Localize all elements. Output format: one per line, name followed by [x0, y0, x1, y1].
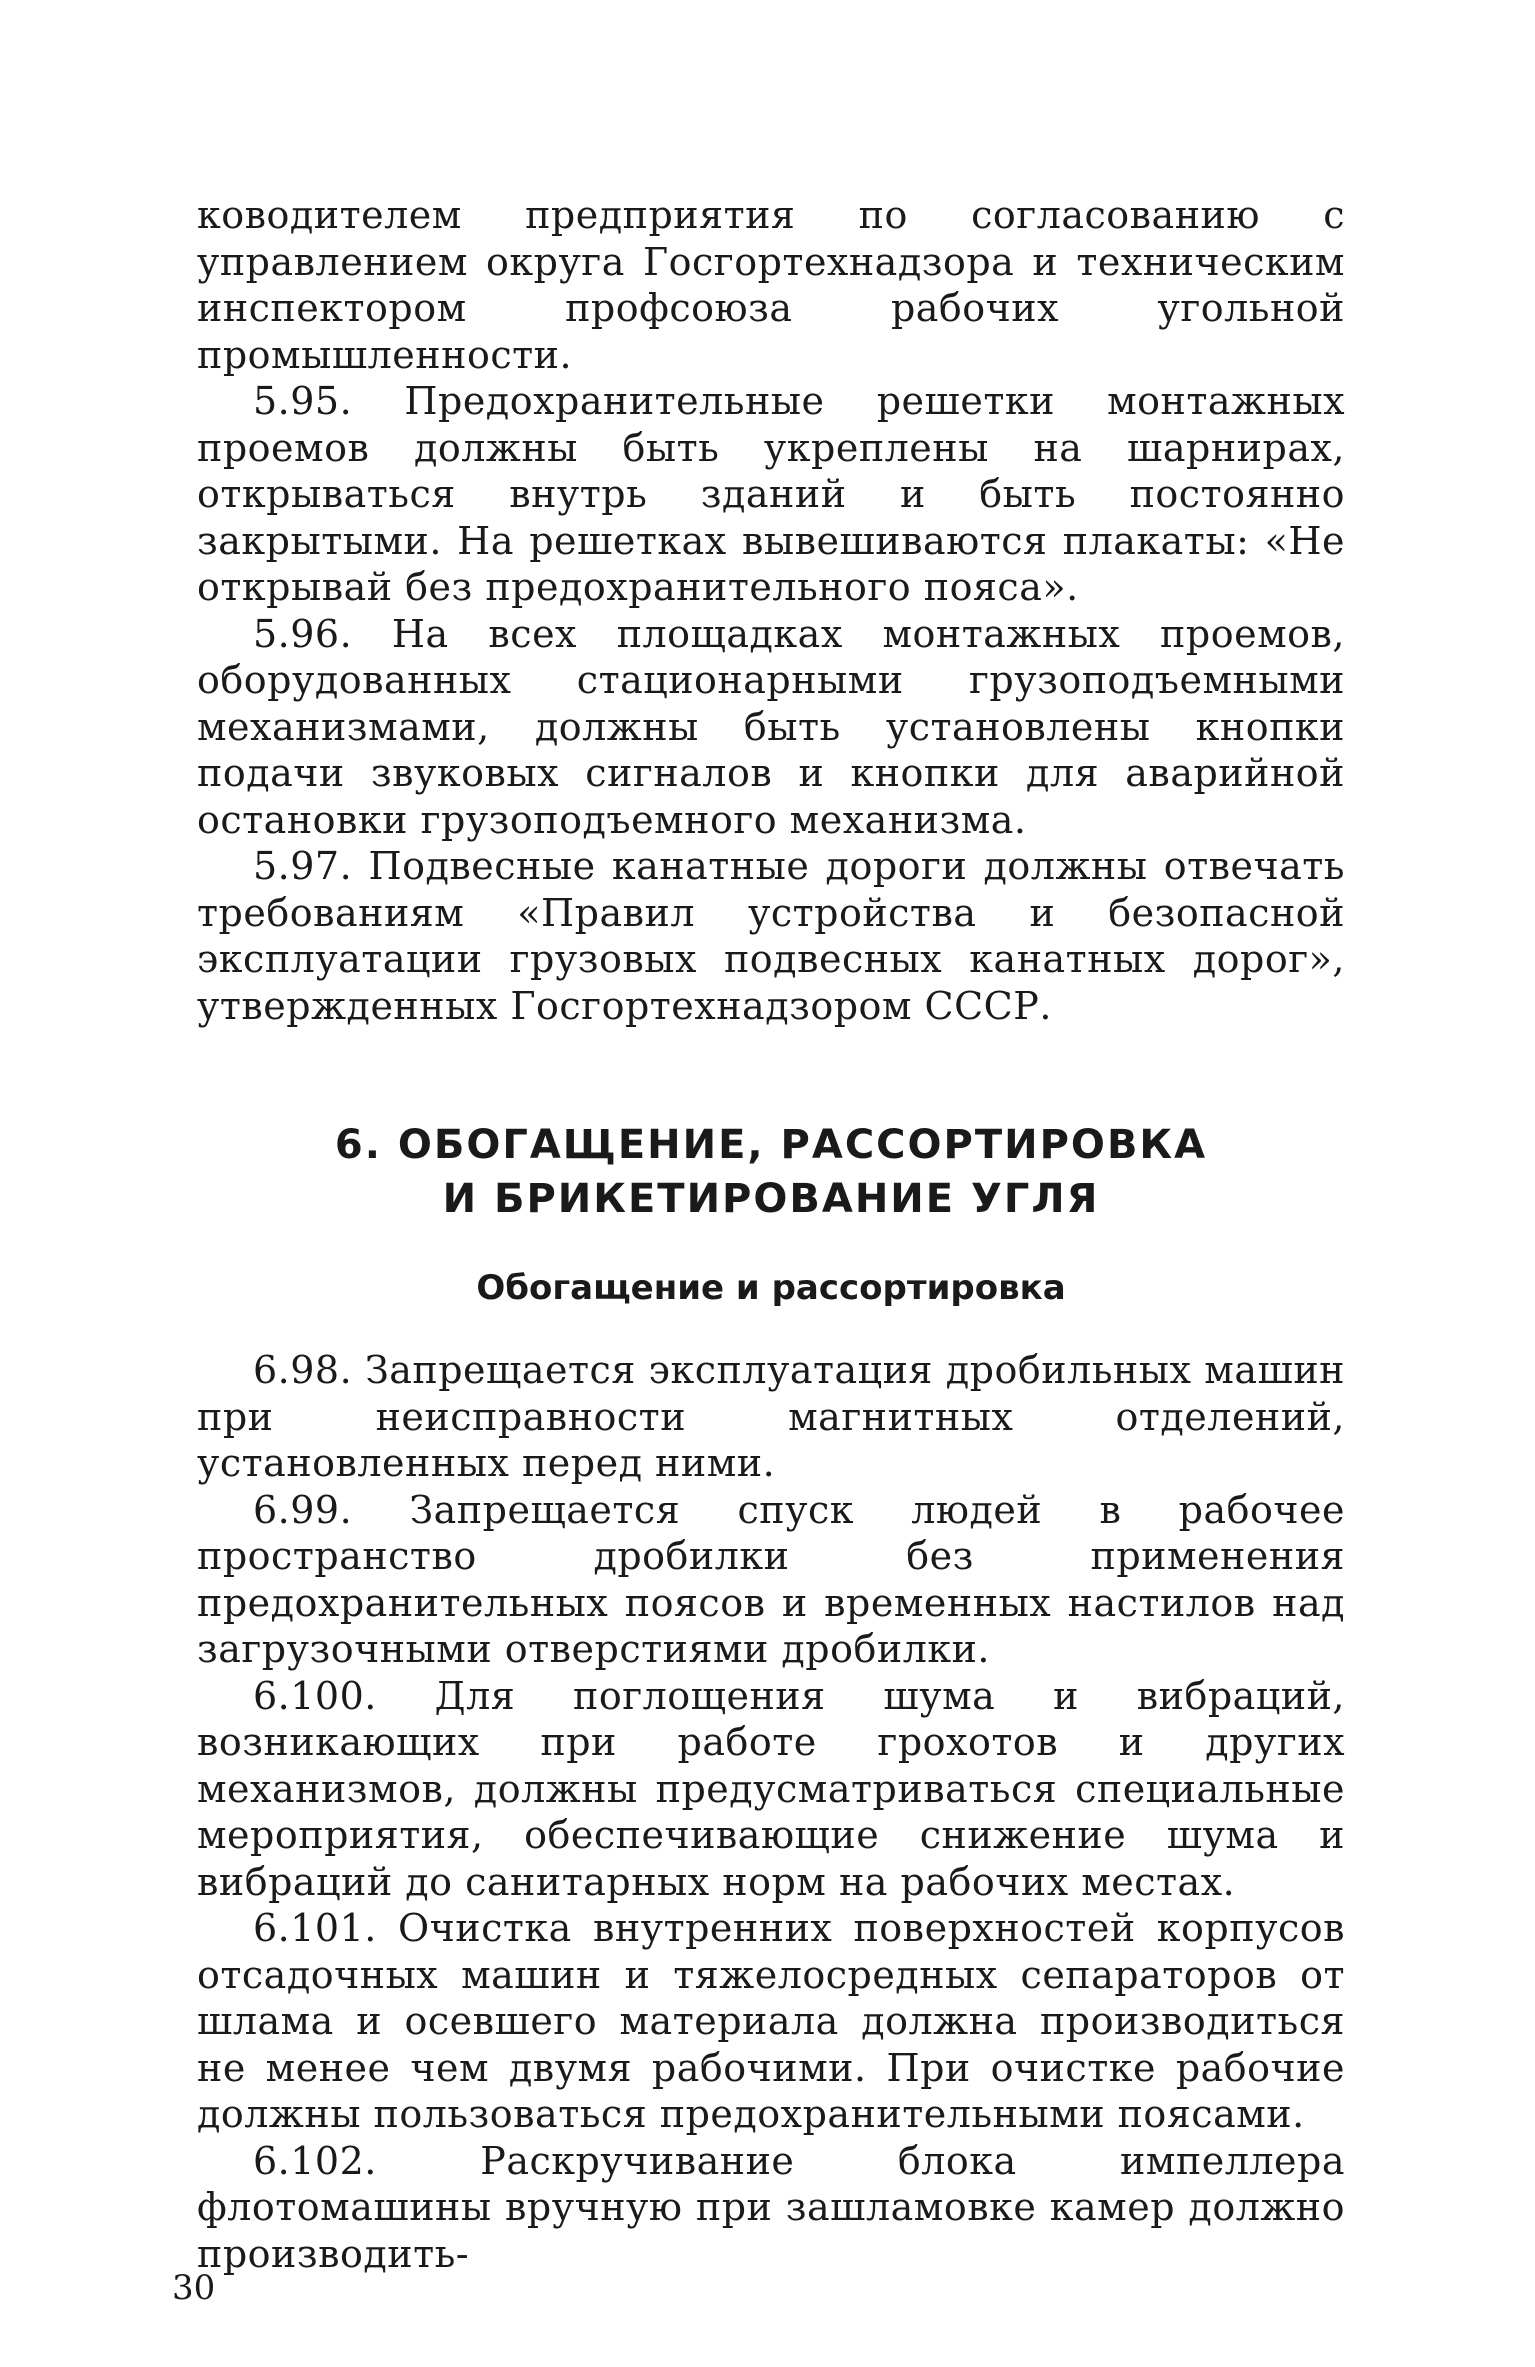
clause-6-101: 6.101. Очистка внутренних поверхностей корпусов отсадочных машин и тяжелосредных сепараторов от шлама и осевшего материала должна производиться не менее чем двумя рабочими. При очистке рабочие должны пользоваться предохранительными поясами.	[197, 1906, 1345, 2136]
page-number: 30	[172, 2268, 216, 2308]
section-title: Обогащение и рассортировка	[476, 1268, 1066, 1308]
chapter-title	[197, 1118, 1345, 1226]
intro-paragraph: ководителем предприятия по согласованию с управлением округа Госгортехнадзора и техническим инспектором профсоюза рабочих угольной промышленности.	[197, 193, 1345, 377]
clause-6-99: 6.99. Запрещается спуск людей в рабочее пространство дробилки без применения предохранительных поясов и временных настилов над загрузочными отверстиями дробилки.	[197, 1487, 1345, 1671]
clause-6-100: 6.100. Для поглощения шума и вибраций, возникающих при работе грохотов и других механизмов, должны предусматриваться специальные мероприятия, обеспечивающие снижение шума и вибраций до санитарных норм на рабочих местах.	[197, 1673, 1345, 1904]
clause-6-102: 6.102. Раскручивание блока импеллера флотомашины вручную при зашламовке камер должно производить-	[197, 2138, 1345, 2276]
clause-6-98: 6.98. Запрещается эксплуатация дробильных машин при неисправности магнитных отделений, установленных перед ними.	[197, 1348, 1345, 1485]
page-body	[197, 192, 1345, 2277]
clause-5-97: 5.97. Подвесные канатные дороги должны отвечать требованиям «Правил устройства и безопасной эксплуатации грузовых подвесных канатных дорог», утвержденных Госгортехнадзором СССР.	[197, 844, 1345, 1028]
clause-5-96: 5.96. На всех площадках монтажных проемов, оборудованных стационарными грузоподъемными механизмами, должны быть установлены кнопки подачи звуковых сигналов и кнопки для аварийной остановки грузоподъемного механизма.	[197, 611, 1345, 842]
chapter-title-line-1: 6. ОБОГАЩЕНИЕ, РАССОРТИРОВКА	[334, 1122, 1208, 1168]
chapter-title-line-2: И БРИКЕТИРОВАНИЕ УГЛЯ	[442, 1176, 1100, 1222]
clause-5-95: 5.95. Предохранительные решетки монтажных проемов должны быть укреплены на шарнирах, открываться внутрь зданий и быть постоянно закрытыми. На решетках вывешиваются плакаты: «Не открывай без предохранительного пояса».	[197, 379, 1345, 609]
